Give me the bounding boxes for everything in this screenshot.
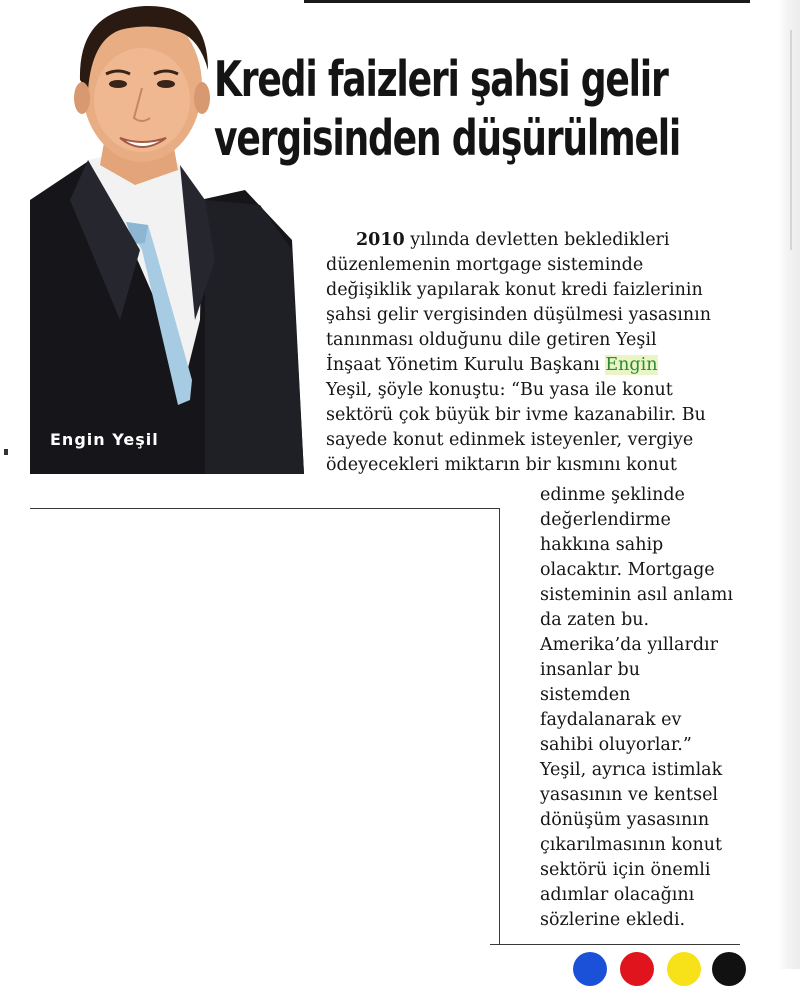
text-line: sisteminin asıl anlamı	[540, 585, 733, 605]
text-line: sektörü çok büyük bir ivme kazanabilir. Bu	[326, 405, 706, 425]
text-line: sistemden	[540, 685, 631, 705]
text-line: yasasının ve kentsel	[540, 785, 719, 805]
text-line: değerlendirme	[540, 510, 671, 530]
highlighted-name: Engin	[605, 355, 658, 375]
headline-line: Kredi faizleri şahsi gelir	[214, 51, 668, 108]
headline	[214, 50, 681, 168]
frame-rule-right	[499, 508, 500, 944]
lead-number: 2010	[356, 230, 405, 250]
text-line: çıkarılmasının konut	[540, 835, 723, 855]
frame-rule-bottom	[490, 944, 740, 945]
text-line	[326, 353, 766, 378]
article-column-1	[326, 228, 766, 478]
text-line: sahibi oluyorlar.”	[540, 735, 692, 755]
registration-mark-black	[712, 952, 746, 986]
text-line: tanınması olduğunu dile getiren Yeşil	[326, 330, 657, 350]
page-edge-line	[790, 30, 792, 250]
photo-caption: Engin Yeşil	[50, 430, 159, 449]
text-line: düzenlemenin mortgage sisteminde	[326, 255, 644, 275]
text-fragment: yılında devletten bekledikleri	[404, 230, 670, 250]
text-line: adımlar olacağını	[540, 885, 695, 905]
registration-mark-blue	[573, 952, 607, 986]
text-line: faydalanarak ev	[540, 710, 682, 730]
text-line: şahsi gelir vergisinden düşülmesi yasasının	[326, 305, 712, 325]
registration-mark-red	[620, 952, 654, 986]
text-line: edinme şeklinde	[540, 485, 685, 505]
text-line: Amerika’da yıllardır	[540, 635, 718, 655]
text-line: Yeşil, ayrıca istimlak	[540, 760, 723, 780]
text-line: insanlar bu	[540, 660, 640, 680]
text-line: Yeşil, şöyle konuştu: “Bu yasa ile konut	[326, 380, 673, 400]
text-line: da zaten bu.	[540, 610, 650, 630]
text-line: sözlerine ekledi.	[540, 910, 686, 930]
text-line: sektörü için önemli	[540, 860, 711, 880]
headline-line: vergisinden düşürülmeli	[214, 110, 681, 167]
text-line: olacaktır. Mortgage	[540, 560, 715, 580]
page-edge	[778, 0, 800, 969]
text-line	[326, 228, 766, 253]
text-line: hakkına sahip	[540, 535, 664, 555]
frame-rule-top	[30, 508, 500, 509]
text-line: dönüşüm yasasının	[540, 810, 710, 830]
text-line: değişiklik yapılarak konut kredi faizlerinin	[326, 280, 703, 300]
margin-mark	[4, 449, 8, 455]
text-line: sayede konut edinmek isteyenler, vergiye	[326, 430, 694, 450]
registration-mark-yellow	[667, 952, 701, 986]
article-column-2	[540, 483, 760, 933]
text-fragment: İnşaat Yönetim Kurulu Başkanı	[326, 355, 606, 375]
text-line: ödeyecekleri miktarın bir kısmını konut	[326, 455, 677, 475]
